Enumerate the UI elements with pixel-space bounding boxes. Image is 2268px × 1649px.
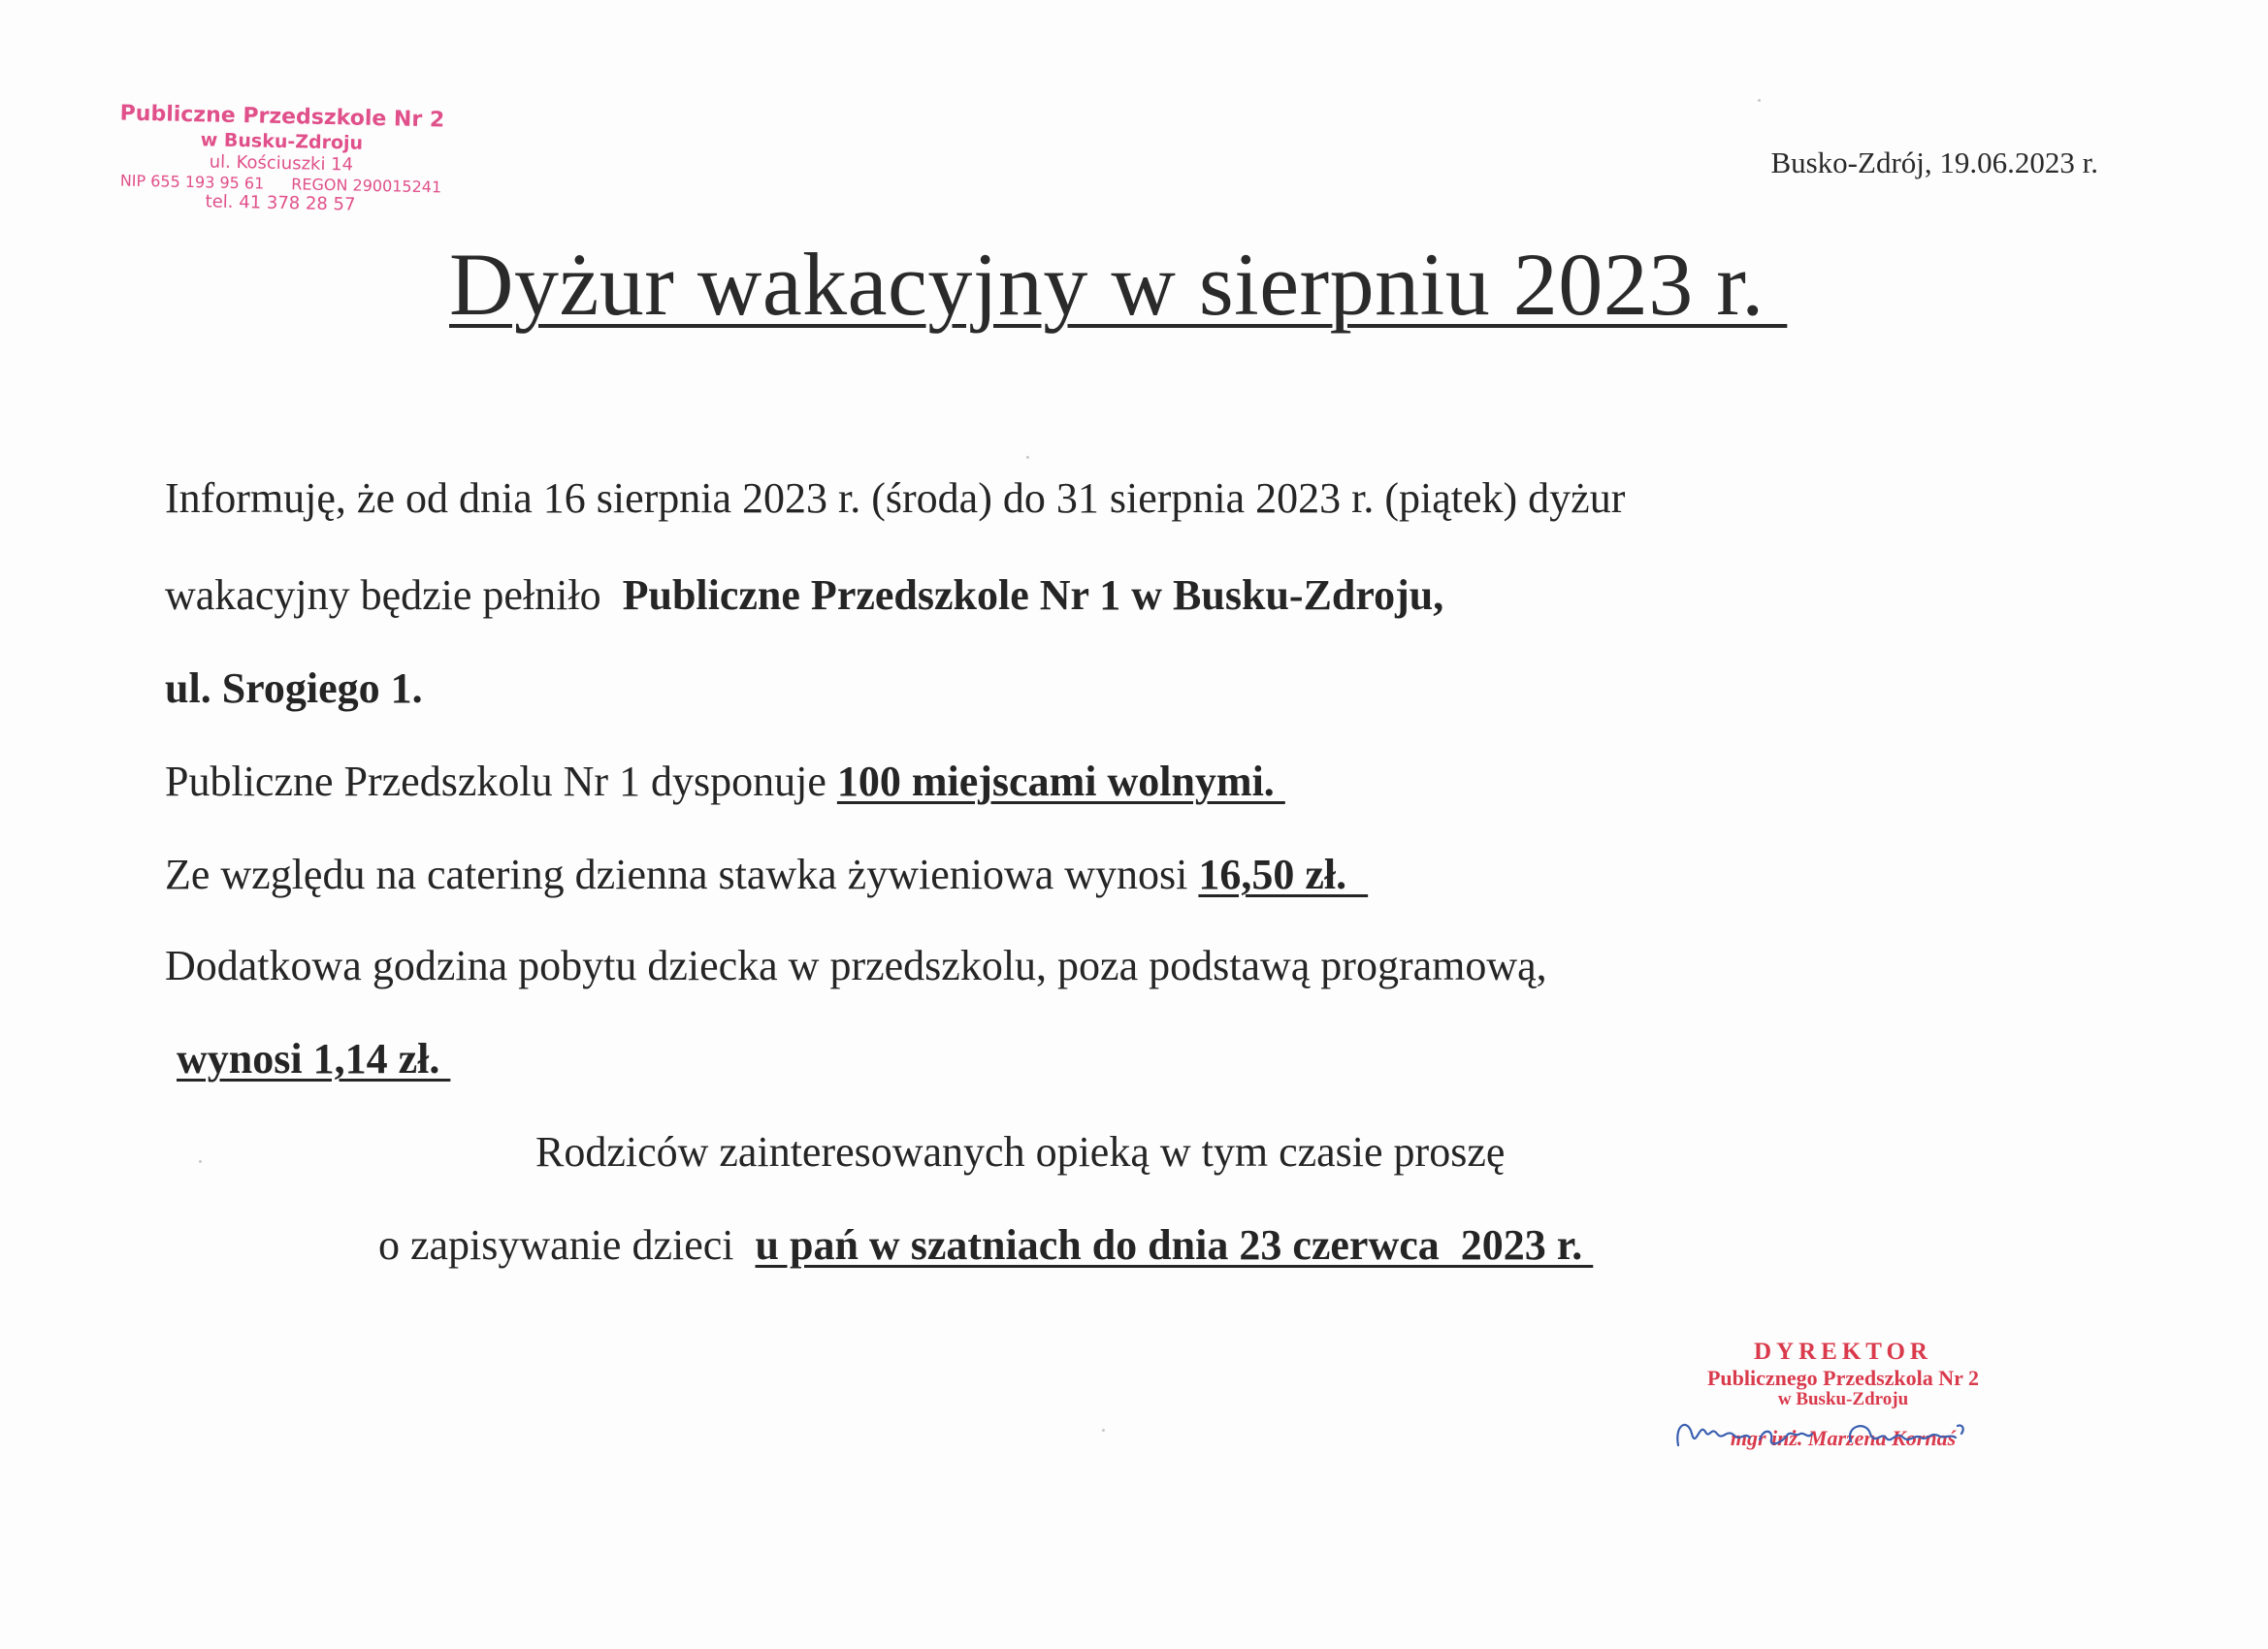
scan-speck	[1102, 1429, 1105, 1432]
director-name: mgr inż. Marzena Kornaś	[1730, 1426, 1957, 1451]
stamp-regon: REGON 290015241	[291, 175, 442, 197]
body-line-4	[165, 757, 1285, 806]
institution-stamp	[96, 101, 467, 218]
extra-hour-fee: wynosi 1,14 zł.	[177, 1035, 451, 1083]
body-line-5-text: Ze względu na catering dzienna stawka żywieniowa wynosi	[165, 851, 1199, 898]
daily-meal-rate: 16,50 zł.	[1198, 851, 1369, 898]
body-line-6: Dodatkowa godzina pobytu dziecka w przedszkolu, poza podstawą programową,	[165, 942, 1547, 989]
body-line-2	[165, 570, 1443, 620]
scan-speck	[1758, 99, 1761, 102]
duty-kindergarten-name: Publiczne Przedszkole Nr 1 w Busku-Zdroju,	[622, 571, 1444, 619]
director-title: DYREKTOR	[1753, 1339, 1932, 1365]
stamp-nip: NIP 655 193 95 61	[119, 171, 265, 193]
document-title: Dyżur wakacyjny w sierpniu 2023 r.	[449, 235, 1788, 334]
stamp-street: ul. Kościuszki 14	[209, 151, 354, 176]
registration-deadline: u pań w szatniach do dnia 23 czerwca 2023 r.	[755, 1221, 1594, 1269]
body-line-5	[165, 850, 1368, 899]
stamp-institution-name: Publiczne Przedszkole Nr 2	[119, 101, 445, 133]
body-line-4-text: Publiczne Przedszkolu Nr 1 dysponuje	[165, 758, 837, 805]
director-organization: Publicznego Przedszkola Nr 2	[1706, 1366, 1980, 1390]
body-line-2-text: wakacyjny będzie pełniło	[165, 571, 623, 619]
scan-speck	[199, 1160, 202, 1163]
place-and-date: Busko-Zdrój, 19.06.2023 r.	[1770, 146, 2098, 179]
body-line-3	[165, 663, 423, 713]
body-line-1: Informuję, że od dnia 16 sierpnia 2023 r. (środa) do 31 sierpnia 2023 r. (piątek) dyżur	[165, 474, 1626, 522]
body-line-7	[177, 1034, 450, 1083]
director-city: w Busku-Zdroju	[1777, 1389, 1909, 1410]
stamp-phone: tel. 41 378 28 57	[205, 191, 356, 216]
body-line-9-text: o zapisywanie dzieci	[378, 1221, 756, 1269]
scan-speck	[1026, 456, 1029, 459]
free-places: 100 miejscami wolnymi.	[836, 758, 1285, 805]
handwritten-signature	[1667, 1405, 2016, 1463]
body-line-8: Rodziców zainteresowanych opieką w tym czasie proszę	[535, 1128, 1506, 1176]
body-line-9	[378, 1220, 1593, 1270]
stamp-city: w Busku-Zdroju	[200, 129, 364, 154]
duty-kindergarten-address: ul. Srogiego 1.	[165, 664, 423, 712]
